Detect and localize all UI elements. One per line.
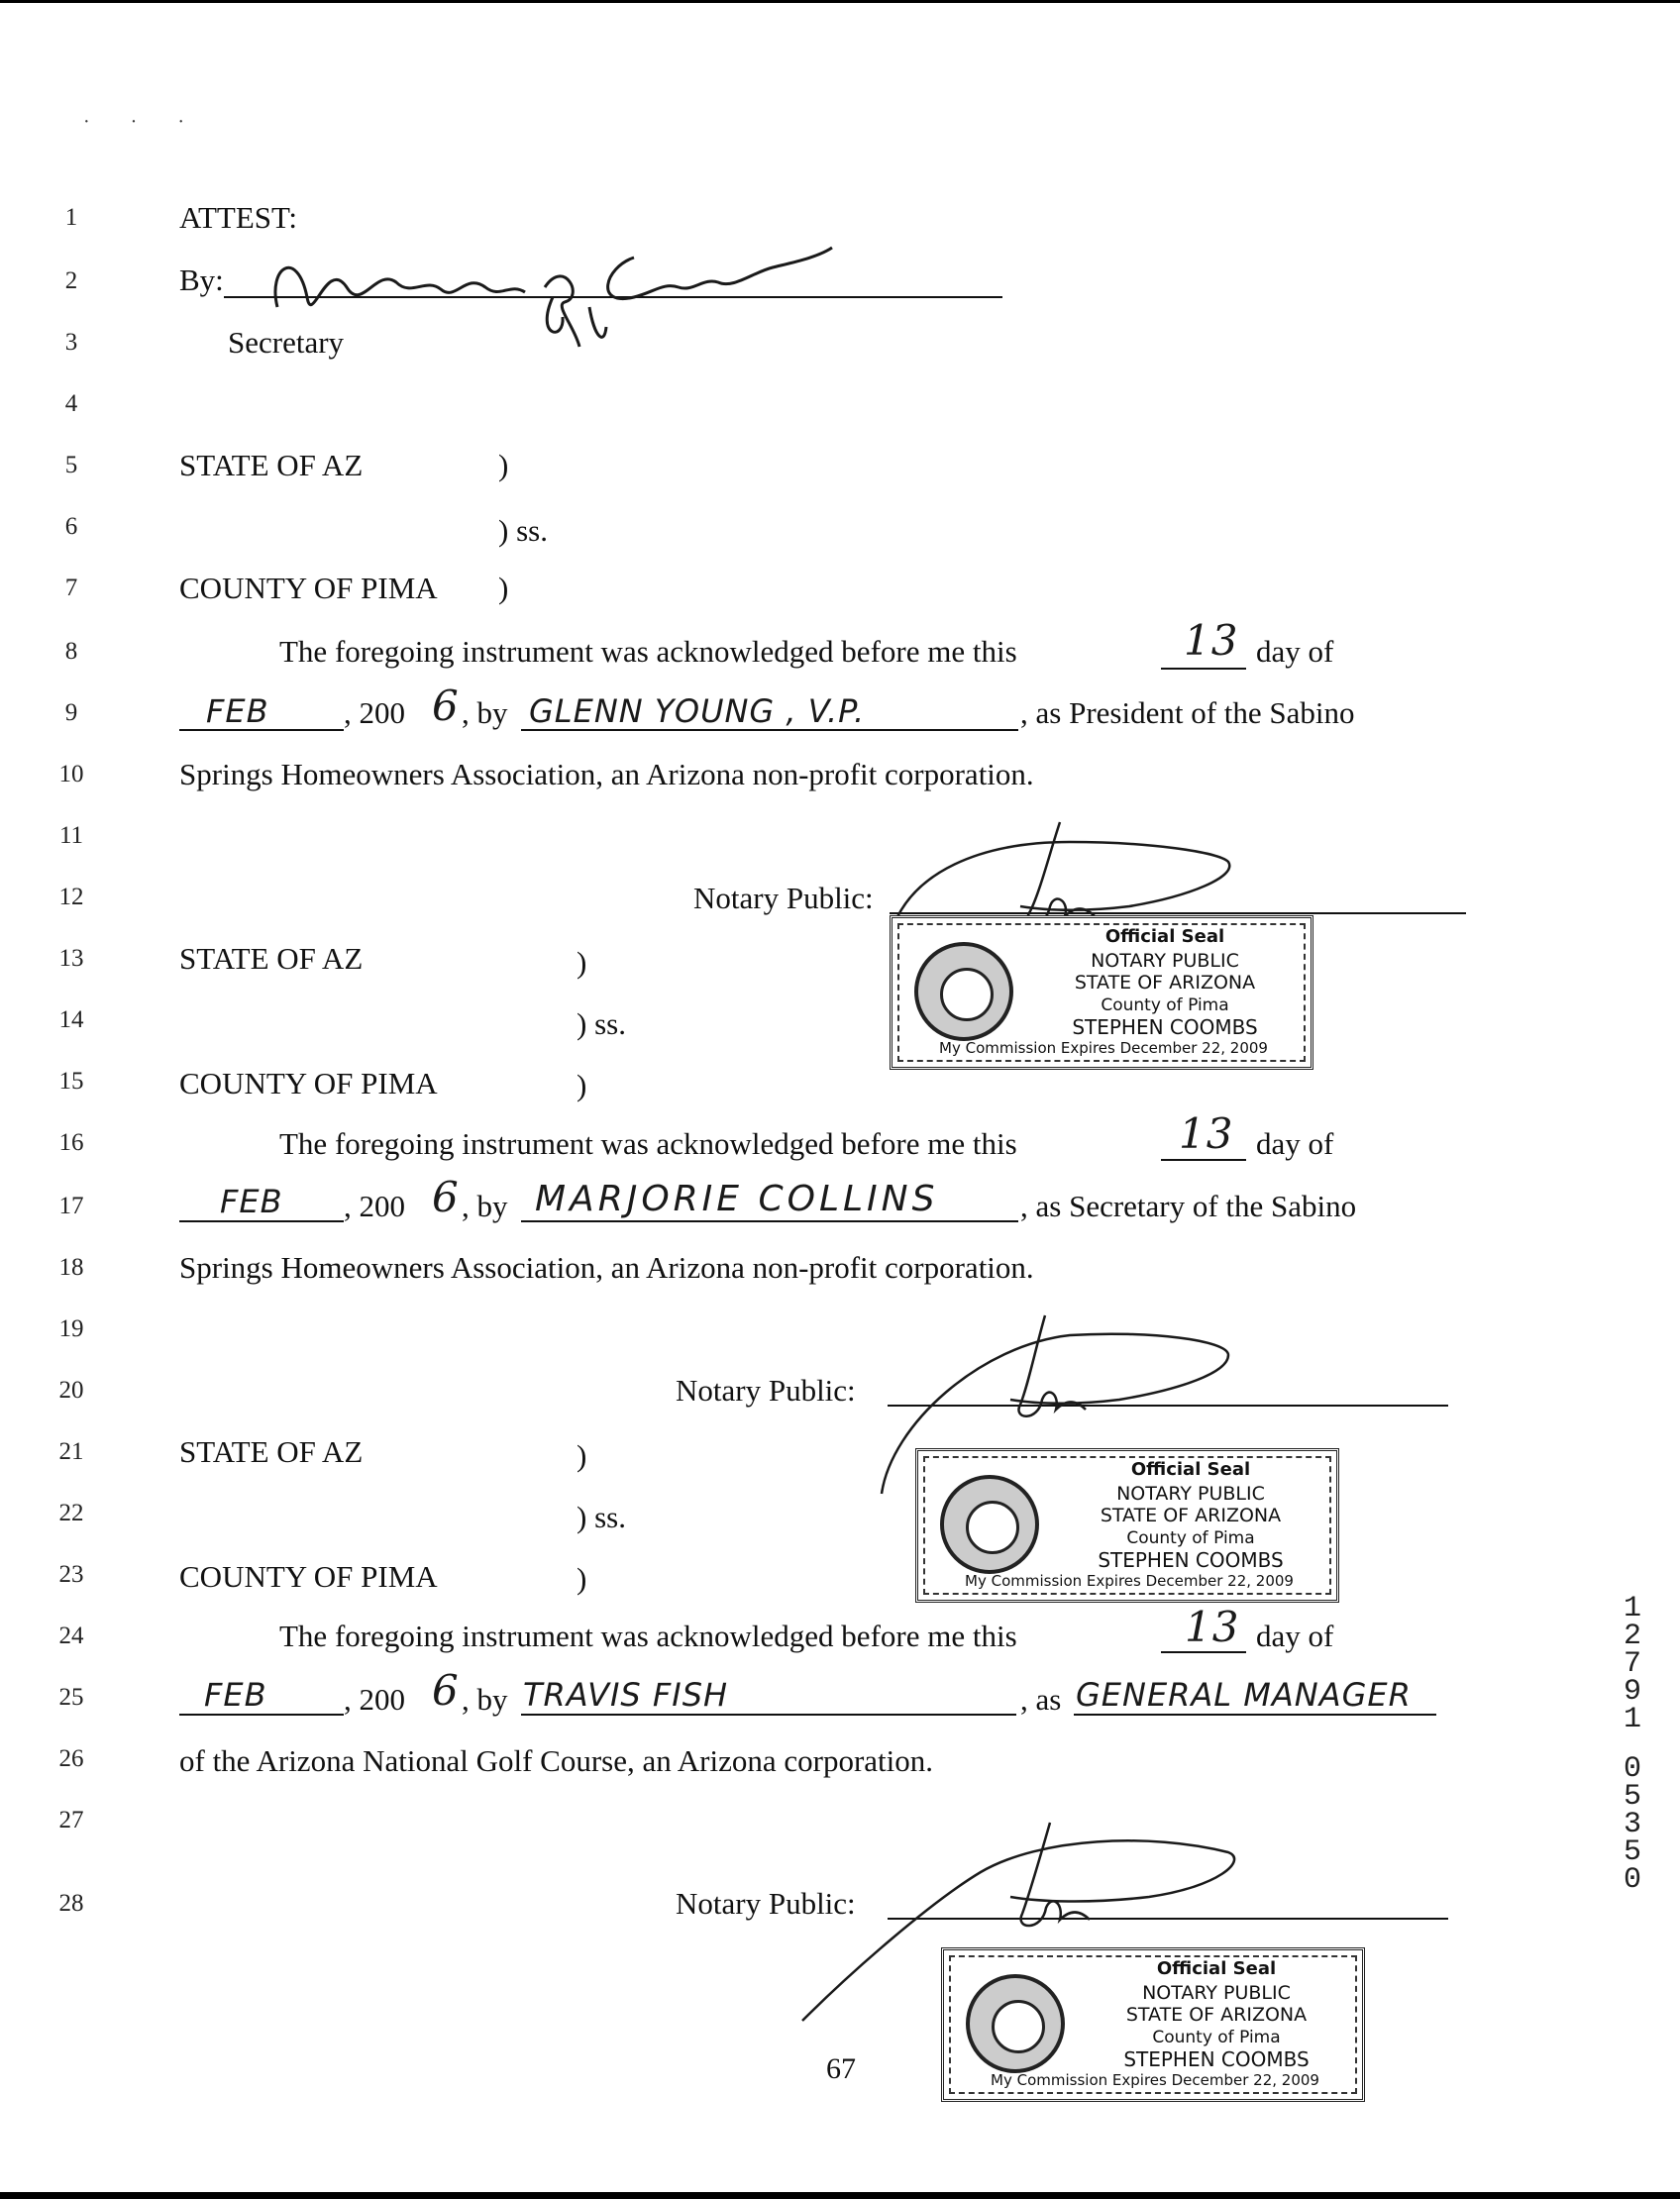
stamp-name: STEPHEN COOMBS	[1123, 2047, 1310, 2071]
scan-bottom-border	[0, 2192, 1680, 2199]
block2-paren-2: )	[577, 1068, 587, 1102]
line-number: 22	[58, 1500, 84, 1526]
block2-ss: ) ss.	[577, 1006, 626, 1041]
block1-final: Springs Homeowners Association, an Arizona non-profit corporation.	[179, 757, 1034, 791]
block1-notary-label: Notary Public:	[693, 881, 874, 915]
block3-by: , by	[462, 1682, 508, 1717]
block3-paren-2: )	[577, 1561, 587, 1596]
stamp-official-seal: Official Seal	[1156, 1958, 1277, 1979]
block1-day-line	[1161, 668, 1246, 670]
stamp-notary-public: NOTARY PUBLIC	[1091, 950, 1239, 972]
block3-notary-label: Notary Public:	[676, 1886, 856, 1921]
line-number: 21	[58, 1438, 84, 1465]
block1-month: FEB	[206, 692, 269, 730]
stamp-state: STATE OF ARIZONA	[1125, 2004, 1308, 2026]
block1-paren-1: )	[498, 448, 509, 482]
block1-year: 6	[432, 681, 460, 730]
notary-seal-stamp-2	[915, 1448, 1339, 1603]
block3-ack-text: The foregoing instrument was acknowledged before me this	[279, 1619, 1017, 1653]
block3-ss: ) ss.	[577, 1500, 626, 1534]
line-number: 13	[58, 945, 84, 972]
arizona-seal-icon	[940, 1475, 1039, 1574]
stamp-commission: My Commission Expires December 22, 2009	[965, 1572, 1294, 1590]
block1-ss: ) ss.	[498, 513, 548, 548]
stamp-name: STEPHEN COOMBS	[1098, 1548, 1284, 1572]
line-number: 20	[58, 1377, 84, 1404]
block1-year-prefix: , 200	[344, 695, 405, 730]
block2-month: FEB	[220, 1183, 283, 1220]
line-number: 2	[64, 267, 78, 294]
stamp-county: County of Pima	[1152, 2028, 1281, 2047]
line-number: 25	[58, 1684, 84, 1711]
block1-day: 13	[1184, 616, 1239, 665]
line-number: 18	[58, 1254, 84, 1281]
block1-by: , by	[462, 695, 508, 730]
stamp-official-seal: Official Seal	[1130, 1459, 1251, 1480]
stamp-state: STATE OF ARIZONA	[1100, 1505, 1282, 1526]
recording-number	[1613, 1592, 1652, 1897]
block2-by: , by	[462, 1189, 508, 1223]
line-number: 5	[64, 452, 78, 478]
line-number: 12	[58, 884, 84, 910]
block3-name-line	[521, 1714, 1016, 1716]
stamp-county: County of Pima	[1101, 995, 1229, 1015]
block1-ack-text: The foregoing instrument was acknowledged before me this	[279, 634, 1017, 669]
notary-seal-stamp-3	[941, 1947, 1365, 2102]
block1-name: GLENN YOUNG , V.P.	[529, 692, 866, 730]
scan-marks: · · ·	[83, 111, 202, 133]
block2-day-of: day of	[1256, 1126, 1334, 1161]
line-number: 24	[58, 1623, 84, 1649]
line-number: 14	[58, 1006, 84, 1033]
block2-ack-text: The foregoing instrument was acknowledged before me this	[279, 1126, 1017, 1161]
arizona-seal-icon	[966, 1974, 1065, 2073]
block3-county: COUNTY OF PIMA	[179, 1559, 438, 1594]
block3-name: TRAVIS FISH	[523, 1676, 729, 1714]
line-number: 15	[58, 1068, 84, 1095]
block3-year-prefix: , 200	[344, 1682, 405, 1717]
block3-month-line	[179, 1714, 344, 1716]
by-label: By:	[179, 262, 224, 297]
block2-name: MARJORIE COLLINS	[535, 1179, 939, 1219]
block3-day-of: day of	[1256, 1619, 1334, 1653]
block3-final: of the Arizona National Golf Course, an Arizona corporation.	[179, 1743, 933, 1778]
stamp-commission: My Commission Expires December 22, 2009	[939, 1039, 1268, 1057]
stamp-notary-public: NOTARY PUBLIC	[1142, 1982, 1291, 2004]
line-number: 6	[64, 513, 78, 540]
recording-number-vertical: 1 2 7 9 1 0 5 3 5 0	[1623, 1592, 1641, 1897]
block2-final: Springs Homeowners Association, an Arizona non-profit corporation.	[179, 1250, 1034, 1285]
block3-day: 13	[1185, 1603, 1240, 1651]
block2-state: STATE OF AZ	[179, 941, 364, 976]
block2-paren-1: )	[577, 945, 587, 980]
line-number: 7	[64, 575, 78, 601]
line-number: 28	[58, 1890, 84, 1917]
stamp-name: STEPHEN COOMBS	[1072, 1015, 1258, 1039]
line-number: 4	[64, 390, 78, 417]
block2-year-prefix: , 200	[344, 1189, 405, 1223]
block3-day-line	[1161, 1651, 1246, 1653]
stamp-state: STATE OF ARIZONA	[1074, 972, 1256, 994]
block3-as: , as	[1020, 1682, 1062, 1717]
page-number: 67	[826, 2052, 856, 2085]
arizona-seal-icon	[914, 942, 1013, 1041]
attest-signature	[238, 228, 852, 357]
block2-name-line	[521, 1220, 1018, 1222]
stamp-county: County of Pima	[1126, 1528, 1255, 1548]
block2-role: , as Secretary of the Sabino	[1020, 1189, 1357, 1223]
line-number: 9	[64, 699, 78, 726]
line-number: 23	[58, 1561, 84, 1588]
secretary-label: Secretary	[228, 325, 345, 360]
attest-label: ATTEST:	[179, 200, 298, 235]
line-number: 3	[64, 329, 78, 356]
line-number: 16	[58, 1129, 84, 1156]
line-number: 27	[58, 1807, 84, 1833]
block3-state: STATE OF AZ	[179, 1434, 364, 1469]
line-number: 11	[58, 822, 84, 849]
line-number: 17	[58, 1193, 84, 1219]
scan-top-border	[0, 0, 1680, 3]
line-number: 10	[58, 761, 84, 787]
block1-paren-2: )	[498, 571, 509, 605]
block3-role-line	[1074, 1714, 1436, 1716]
line-number: 8	[64, 638, 78, 665]
line-number: 1	[64, 204, 78, 231]
block1-day-of: day of	[1256, 634, 1334, 669]
line-number: 19	[58, 1315, 84, 1342]
notary-seal-stamp-1	[890, 915, 1313, 1070]
block2-day-line	[1161, 1159, 1246, 1161]
block1-role: , as President of the Sabino	[1020, 695, 1355, 730]
stamp-official-seal: Official Seal	[1104, 926, 1225, 947]
line-number: 26	[58, 1745, 84, 1772]
block2-county: COUNTY OF PIMA	[179, 1066, 438, 1100]
block1-state: STATE OF AZ	[179, 448, 364, 482]
block3-month: FEB	[204, 1676, 267, 1714]
block2-day: 13	[1179, 1109, 1234, 1158]
block3-role: GENERAL MANAGER	[1076, 1676, 1412, 1714]
block2-month-line	[179, 1220, 344, 1222]
block3-paren-1: )	[577, 1438, 587, 1473]
stamp-notary-public: NOTARY PUBLIC	[1116, 1483, 1265, 1505]
stamp-commission: My Commission Expires December 22, 2009	[991, 2071, 1319, 2089]
block2-year: 6	[432, 1173, 460, 1221]
block1-county: COUNTY OF PIMA	[179, 571, 438, 605]
block3-year: 6	[432, 1666, 460, 1715]
block2-notary-label: Notary Public:	[676, 1373, 856, 1408]
